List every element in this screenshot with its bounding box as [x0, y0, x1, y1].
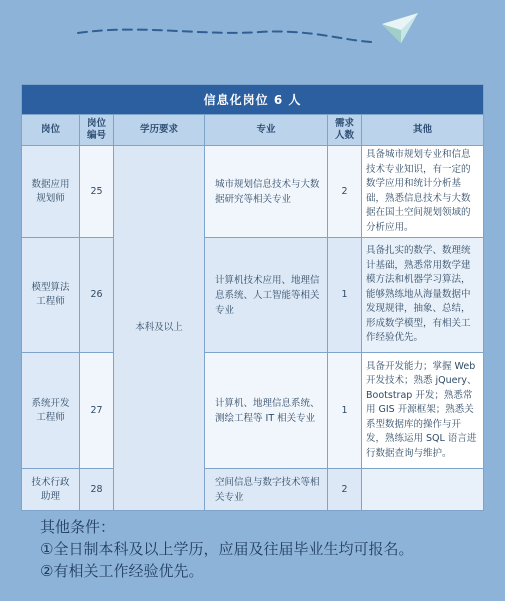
other-requirements: 具备扎实的数学、数理统计基础，熟悉常用数学建模方法和机器学习算法，能够熟练地从海量数据中发现规律，抽象、总结，形成数学模型，有相关工作经验优先。 [362, 238, 484, 353]
table-title: 信息化岗位 6 人 [22, 85, 484, 115]
table-row [22, 353, 484, 469]
table-row [22, 469, 484, 511]
position-name: 系统开发 工程师 [22, 353, 80, 469]
other-conditions [40, 516, 413, 582]
major-requirement: 城市规划信息技术与大数据研究等相关专业 [205, 146, 328, 238]
major-requirement: 计算机、地理信息系统、测绘工程等 IT 相关专业 [205, 353, 328, 469]
major-requirement: 空间信息与数字技术等相关专业 [205, 469, 328, 511]
header-position: 岗位 [22, 115, 80, 146]
position-code: 26 [80, 238, 114, 353]
paper-plane-decoration [0, 0, 505, 80]
position-name: 模型算法 工程师 [22, 238, 80, 353]
position-name: 技术行政 助理 [22, 469, 80, 511]
header-code: 岗位 编号 [80, 115, 114, 146]
position-name: 数据应用 规划师 [22, 146, 80, 238]
position-code: 27 [80, 353, 114, 469]
header-major: 专业 [205, 115, 328, 146]
headcount: 2 [328, 146, 362, 238]
major-requirement: 计算机技术应用、地理信息系统、人工智能等相关专业 [205, 238, 328, 353]
table-row [22, 146, 484, 238]
position-code: 28 [80, 469, 114, 511]
header-education: 学历要求 [114, 115, 205, 146]
conditions-heading: 其他条件： [40, 518, 116, 536]
headcount: 1 [328, 353, 362, 469]
headcount: 1 [328, 238, 362, 353]
headcount: 2 [328, 469, 362, 511]
condition-item: ①全日制本科及以上学历，应届及往届毕业生均可报名。 [40, 540, 414, 558]
paper-plane-icon [382, 13, 418, 43]
table-row [22, 238, 484, 353]
condition-item: ②有相关工作经验优先。 [40, 562, 204, 580]
header-other: 其他 [362, 115, 484, 146]
other-requirements: 具备开发能力；掌握 Web 开发技术；熟悉 jQuery、Bootstrap 开发；熟悉常用 GIS 开源框架；熟悉关系型数据库的操作与开发，熟练运用 SQL 语言进行数据查询与维护。 [362, 353, 484, 469]
education-requirement: 本科及以上 [114, 146, 205, 511]
other-requirements: 具备城市规划专业和信息技术专业知识，有一定的数学应用和统计分析基础，熟悉信息技术与大数据在国土空间规划领域的分析应用。 [362, 146, 484, 238]
recruitment-table [21, 84, 484, 511]
header-count: 需求 人数 [328, 115, 362, 146]
other-requirements [362, 469, 484, 511]
position-code: 25 [80, 146, 114, 238]
